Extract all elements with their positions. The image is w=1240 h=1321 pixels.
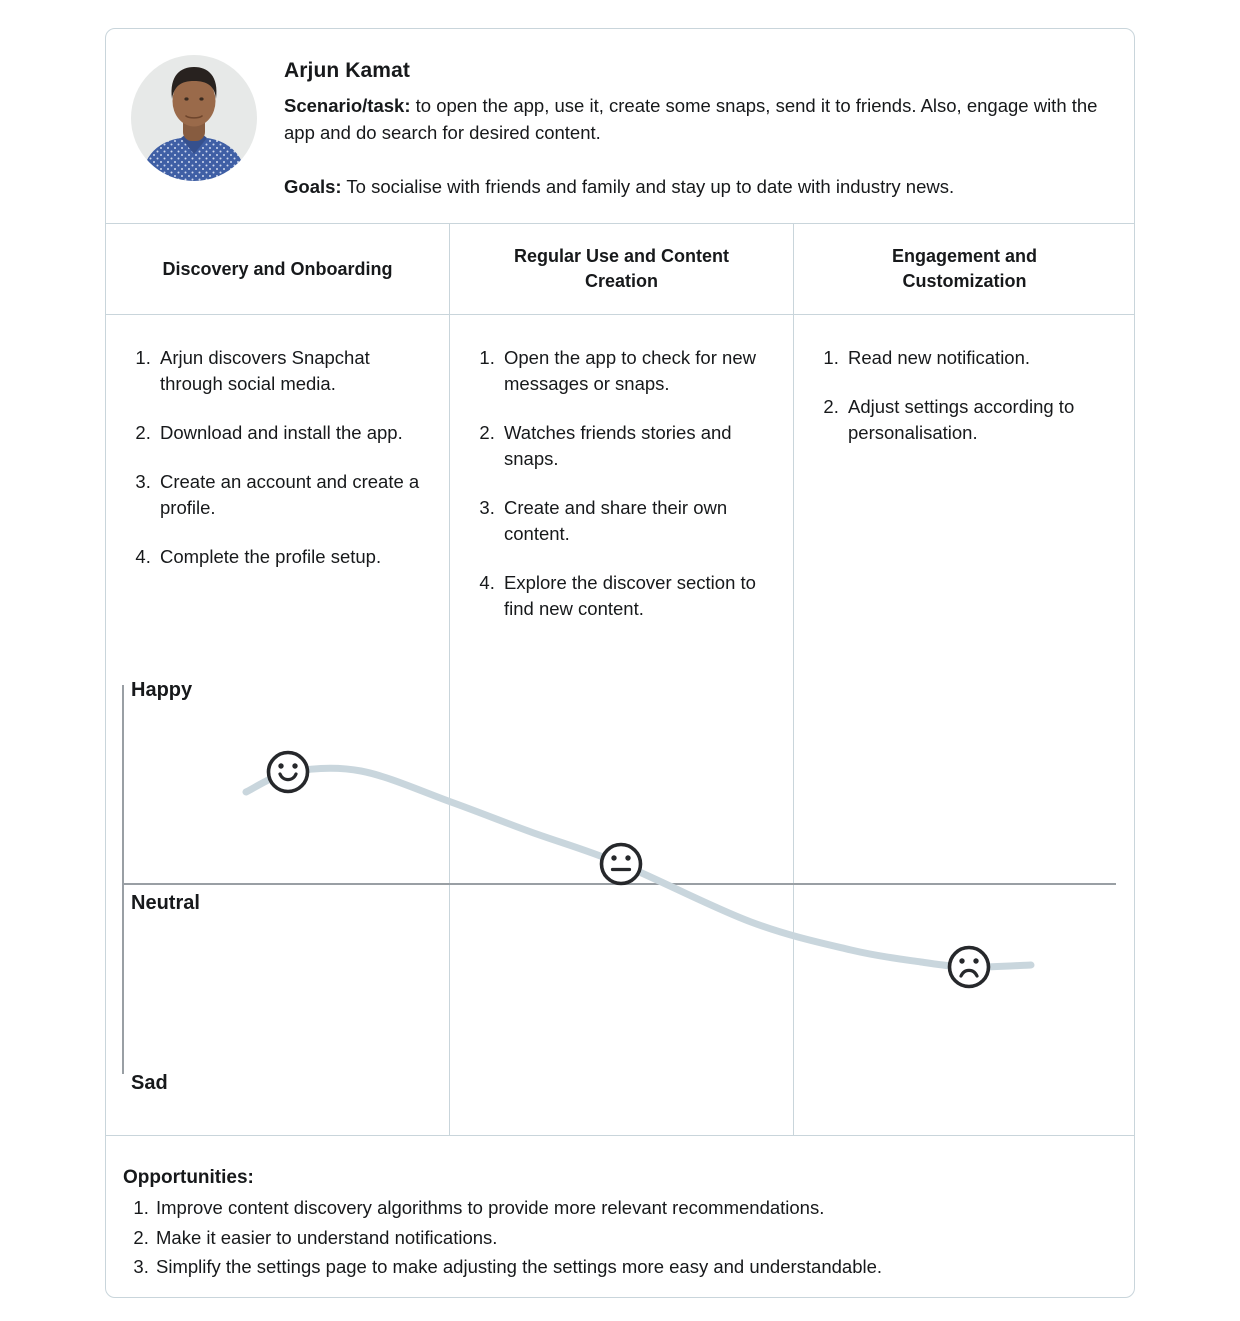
scenario-text: to open the app, use it, create some snaps, send it to friends. Also, engage with the app and do search for desired content.: [284, 95, 1098, 143]
stage-header-regular-use: Regular Use and Content Creation: [449, 224, 794, 315]
persona-header: [106, 29, 1134, 223]
persona-info: [284, 55, 1110, 223]
steps-list: [128, 345, 431, 570]
step-item: 4. Explore the discover section to find new content.: [500, 570, 775, 622]
opportunity-item: 2. Make it easier to understand notifications.: [154, 1223, 1114, 1253]
axis-label-happy: Happy: [131, 679, 193, 701]
step-item: 4. Complete the profile setup.: [156, 544, 431, 570]
opportunity-item: 1. Improve content discovery algorithms to provide more relevant recommendations.: [154, 1193, 1114, 1223]
avatar: [131, 55, 257, 181]
stages-table: [106, 223, 1134, 1136]
goals-text: To socialise with friends and family and stay up to date with industry news.: [346, 176, 955, 197]
step-item: 2. Watches friends stories and snaps.: [500, 420, 775, 472]
stage-header-engagement: Engagement and Customization: [794, 224, 1135, 315]
steps-list: [816, 345, 1117, 446]
step-item: 2. Download and install the app.: [156, 420, 431, 446]
man-portrait-photo: [131, 55, 257, 181]
step-item: 3. Create and share their own content.: [500, 495, 775, 547]
opportunities-list: [123, 1193, 1114, 1282]
step-item: 1. Read new notification.: [844, 345, 1117, 371]
axis-label-neutral: Neutral: [131, 892, 200, 914]
goals-label: Goals:: [284, 176, 342, 197]
stage-steps-discovery: [106, 315, 449, 1135]
axis-label-sad: Sad: [131, 1072, 168, 1094]
step-item: 1. Open the app to check for new messages or snaps.: [500, 345, 775, 397]
step-item: 2. Adjust settings according to personalisation.: [844, 394, 1117, 446]
persona-scenario: [284, 92, 1110, 146]
persona-goals: [284, 173, 1110, 200]
journey-map-card: [105, 28, 1135, 1298]
stage-steps-engagement: [794, 315, 1135, 1135]
step-item: 3. Create an account and create a profile.: [156, 469, 431, 521]
steps-list: [472, 345, 775, 622]
opportunities-title: Opportunities:: [123, 1167, 254, 1188]
persona-name: Arjun Kamat: [284, 59, 410, 82]
step-item: 1. Arjun discovers Snapchat through social media.: [156, 345, 431, 397]
stage-header-discovery: Discovery and Onboarding: [106, 224, 449, 315]
stage-steps-regular-use: [449, 315, 794, 1135]
scenario-label: Scenario/task:: [284, 95, 411, 116]
opportunity-item: 3. Simplify the settings page to make adjusting the settings more easy and understandable.: [154, 1252, 1114, 1282]
opportunities-section: [106, 1136, 1134, 1282]
